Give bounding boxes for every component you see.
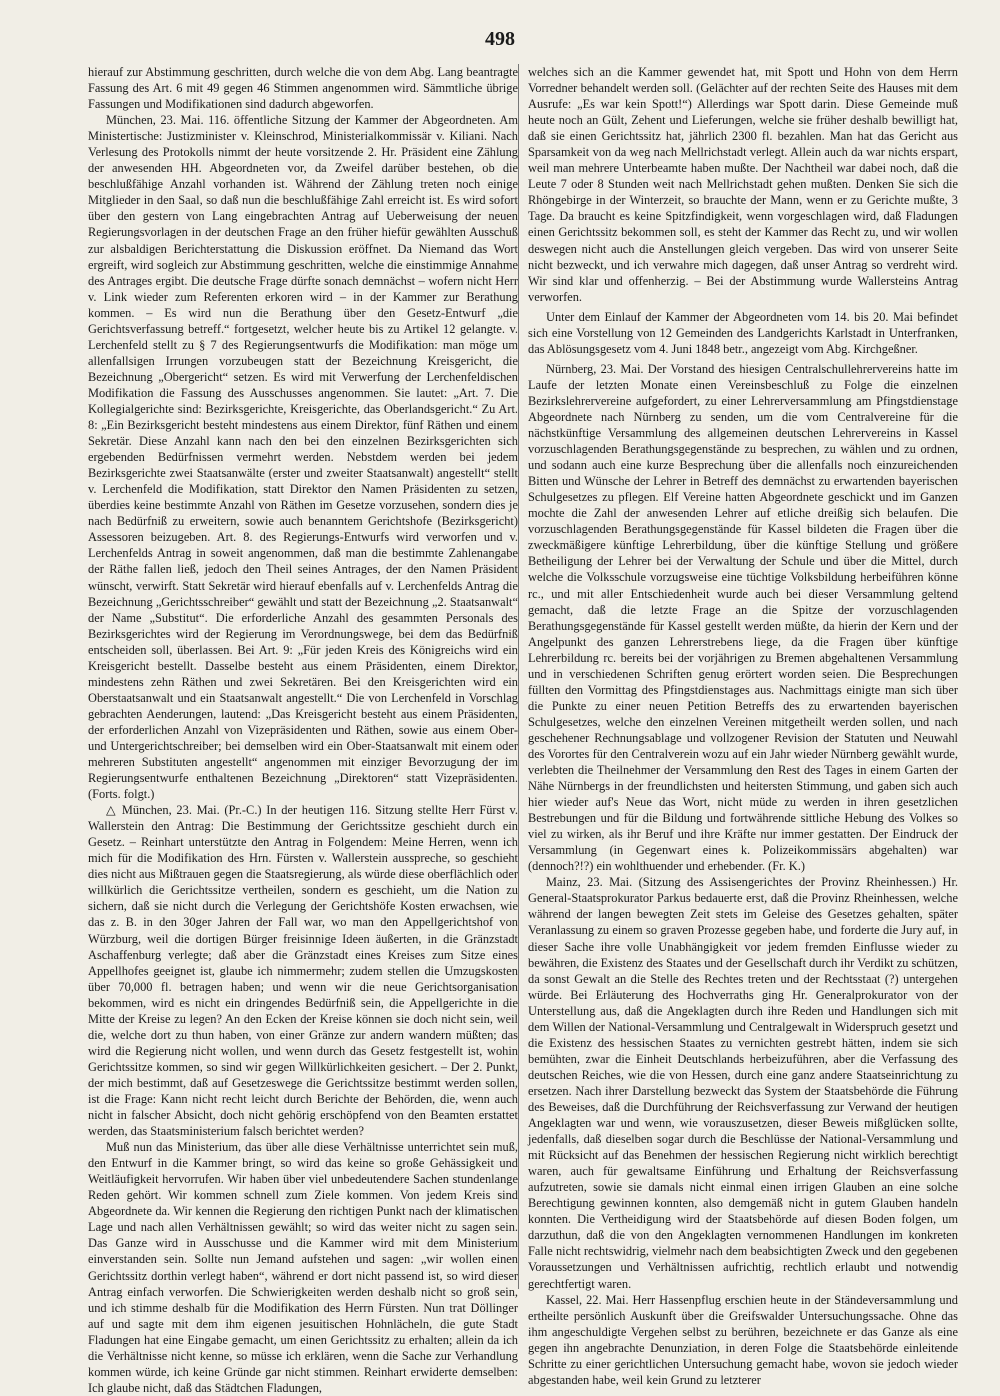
article-paragraph: hierauf zur Abstimmung geschritten, durch welche die von dem Abg. Lang beantragte Fassung des Art. 6 mit 49 gegen 46 Stimmen angenommen wird. Sämmtliche übrige Fassungen und Modifikationen sind dadurch abgeworfen. xyxy=(88,65,518,112)
article-paragraph: Unter dem Einlauf der Kammer der Abgeordneten vom 14. bis 20. Mai befindet sich eine Vorstellung von 12 Gemeinden des Landgerichts Karlstadt in Unterfranken, das Ablösungsgesetz vom 4. Juni 1848 betr., angezeigt vom Abg. Kirchgeßner. xyxy=(528,309,958,356)
article-paragraph: △ München, 23. Mai. (Pr.-C.) In der heutigen 116. Sitzung stellte Herr Fürst v. Wallerstein den Antrag: Die Bestimmung der Gerichtssitze geschieht durch ein Gesetz. – Reinhart unterstützte den Antrag in Folgendem: Meine Herren, wenn ich mich für die Modifikation des Hrn. Fürsten v. Wallerstein ausspreche, so geschieht dies nicht aus Mißtrauen gegen die Staatsregierung, als würde diese oberflächlich oder willkürlich die Gerichtssitze vertheilen, sondern es geschieht, um die Nation zu sichern, daß sie nicht durch die Verlegung der Gerichtshöfe Kosten erwachsen, wie das z. B. in den 30ger Jahren der Fall war, wo man den Appellgerichtshof von Würzburg, weil die dortigen Bürger freisinnige Ideen äußerten, in die Gränzstadt Aschaffenburg verlegte; daß aber die Gränzstadt eines Kreises zum Sitze eines Appellhofes geeignet ist, glaube ich nimmermehr; zudem stellen die Umzugskosten über 70,000 fl. betragen haben; und wenn wir die neue Gerichtsorganisation bekommen, wird es nicht ein dringendes Bedürfniß sein, die Appellgerichte in die Mitte der Kreise zu legen? An den Ecken der Kreise können sie doch nicht sein, weil die, welche dort zu thun haben, von einer Gränze zur andern wandern müßten; das wird die Regierung nicht wollen, und wenn durch das Gesetz festgestellt ist, wohin Gerichtssitze kommen, so sind wir gegen Willkürlichkeiten gesichert. – Der 2. Punkt, der mich bestimmt, daß auf Gesetzeswege die Gerichtssitze bestimmt werden sollen, ist die Frage: Kann nicht recht leicht durch Berichte der Behörden, die, wenn auch nicht in falscher Absicht, doch nicht gehörig erschöpfend von den Beamten erstattet werden, das Staatsministerium falsch berichtet werden? xyxy=(88,803,518,1139)
right-column xyxy=(528,64,958,1387)
article-paragraph: Muß nun das Ministerium, das über alle diese Verhältnisse unterrichtet sein muß, den Entwurf in die Kammer bringt, so wird das keine so große Gehässigkeit und Weitläufigkeit hervorrufen. Wir haben über viel unbedeutendere Sachen stundenlange Reden gehört. Wir kommen schnell zum Ziele kommen. Von jedem Kreis sind Abgeordnete da. Wir kennen die Regierung den richtigen Punkt nach der klimatischen Lage und nach allen Verhältnissen gewählt; so wird das weiter nicht zu sagen sein. Das Ganze wird in Ausschusse und die Kammer wird mit dem Ministerium einverstanden sein. Sollte nun Jemand aufstehen und sagen: „wir wollen einen Gerichtssitz dorthin verlegt haben“, während er dort nicht passend ist, so wird dieser Antrag einfach verworfen. Die Schwierigkeiten werden deshalb nicht so groß sein, und ich stimme deshalb für die Modifikation des Herrn Fürsten. Nun trat Döllinger auf und sagte mit dem ihm eigenen jesuitischen Hohnlächeln, die gute Stadt Fladungen hat eine Eingabe gemacht, um einen Gerichtssitz zu erhalten; allein da ich die Verhältnisse nicht kenne, so müsse ich erklären, wenn die Sache zur Verhandlung kommen würde, ich keine Gründe gar nicht stimmen. Reinhart erwiderte demselben: Ich glaube nicht, daß das Städtchen Fladungen, xyxy=(88,1140,518,1395)
article-paragraph: Mainz, 23. Mai. (Sitzung des Assisengerichtes der Provinz Rheinhessen.) Hr. General-Staatsprokurator Parkus bedauerte erst, daß die Provinz Rheinhessen, welche während der langen bewegten Zeit stets im Geleise des Gesetzes gehalten, später Veranlassung zu einem so graven Prozesse gegeben habe, und forderte die Jury auf, in dieser Sache ihre volle Unabhängigkeit vor jedem fremden Einflusse wieder zu bewähren, die Existenz des Staates und der Gesellschaft durch ihr Verdikt zu schützen, da sonst Gewalt an die Stelle des Rechtes treten und der Rechtsstaat (?) untergehen würde. Bei Erläuterung des Hochverraths ging Hr. Generalprokurator von der Unterstellung aus, daß die Angeklagten durch ihre Reden und Handlungen sich mit dem Willen der National-Versammlung und Centralgewalt in Widerspruch gesetzt und die Existenz des hessischen Staates zu vernichten gestrebt hätten, indem sie sich bemühten, zwar die Einheit Deutschlands herbeizuführen, aber die Verfassung des deutschen Reiches, wie die von Hessen, durch eine ganz andere Staatseinrichtung zu ersetzen. Nach ihrer Darstellung bezweckt das System der Staatsbehörde die Führung des Beweises, daß die Durchführung der Reichsverfassung zur Verwand der heutigen Angeklagten war und wenn, wie vorauszusetzen, dieser Beweis mißglücken sollte, jedenfalls, daß dieselben sogar durch die Beschlüsse der National-Versammlung und mit Rücksicht auf das Benehmen der hessischen Regierung nicht wirklich berechtigt waren, auch für gewaltsame Einführung und Erhaltung der Reichsverfassung aufzutreten, sowie sie damals nicht einmal einen irrigen Glauben an eine solche Berechtigung gewinnen konnten, also demgemäß nicht in gutem Glauben handeln konnten. Die Vertheidigung wird der Staatsbehörde auf diesen Boden folgen, um darzuthun, daß die von den Angeklagten vernommenen Handlungen im konkreten Falle nicht rechtswidrig, vielmehr nach dem beabsichtigten Zweck und den gegebenen Voraussetzungen und Verhältnissen aufrichtig, rechtlich erlaubt und notwendig gerechtfertigt waren. xyxy=(528,875,958,1291)
article-paragraph: welches sich an die Kammer gewendet hat, mit Spott und Hohn von dem Herrn Vorredner behandelt werden soll. (Gelächter auf der rechten Seite des Hauses mit dem Ausrufe: „Es war kein Spott!“) Allerdings war Spott darin. Diese Gemeinde muß heute noch an Gült, Zehent und Lieferungen, welche sie früher deshalb bewilligt hat, daß sie einen Gerichtssitz hat, jährlich 2300 fl. bezahlen. Man hat das Gericht aus Sparsamkeit von da weg nach Mellrichstadt verlegt. Allein auch da war nichts erspart, weil man mehrere Unterbeamte haben mußte. Der Nachtheil war dabei noch, daß die Leute 7 oder 8 Stunden weit nach Mellrichstadt gehen mußten. Denken Sie sich die Rhöngebirge in der Winterzeit, so brauchte der Mann, wenn er zu Gerichte mußte, 3 Tage. Da braucht es keine Spitzfindigkeit, wenn vorgeschlagen wird, daß Fladungen einen Gerichtssitz bekommen soll, es steht der Kammer das Recht zu, und wir wollen deswegen nicht auch die Anstellungen gleich vergeben. Das wird von unserer Seite nicht bezweckt, und ich verwahre mich dagegen, daß unser Antrag so verdreht wird. Wir sind klar und offenherzig. – Bei der Abstimmung wurde Wallersteins Antrag verworfen. xyxy=(528,65,958,304)
article-paragraph: Kassel, 22. Mai. Herr Hassenpflug erschien heute in der Ständeversammlung und ertheilte persönlich Auskunft über die Greifswalder Untersuchungssache. Ohne das ihm angeschuldigte Vergehen selbst zu berühren, bezeichnete er das Ganze als eine gegen ihn angebrachte Denunziation, in deren Folge die Staatsbehörde einleitende Schritte zu einer gerichtlichen Untersuchung gemacht habe, wovon sie jedoch wieder abgestanden habe, weil kein Grund zu letzterer xyxy=(528,1292,958,1387)
page-number: 498 xyxy=(485,28,515,50)
column-divider xyxy=(518,64,519,1289)
article-paragraph: München, 23. Mai. 116. öffentliche Sitzung der Kammer der Abgeordneten. Am Ministertische: Justizminister v. Kleinschrod, Ministerialkommissär v. Kiliani. Nach Verlesung des Protokolls nimmt der heute vorsitzende 2. Hr. Präsident eine Zählung der anwesenden HH. Abgeordneten vor, da Zweifel darüber bestehen, ob die beschlußfähige Anzahl vorhanden ist. Während der Zählung treten noch einige Mitglieder in den Saal, so daß nun die beschlußfähige Zahl erreicht ist. Es wird sofort über den gestern von Lang eingebrachten Antrag auf Ueberweisung der neuen Regierungsvorlagen in der deutschen Frage an den früher hiefür gewählten Ausschuß zur alsbaldigen Berichterstattung die Diskussion eröffnet. Da Niemand das Wort ergreift, wird sogleich zur Abstimmung geschritten, welche die einstimmige Annahme des Antrages ergibt. Die deutsche Frage dürfte sonach demnächst – wofern nicht Herr v. Link wieder zum Referenten erkoren wird – in der Kammer zur Berathung kommen. – Es wird nun die Berathung über den Gesetz-Entwurf „die Gerichtsverfassung betreff.“ fortgesetzt, welcher heute bis zu Artikel 12 gelangte. v. Lerchenfeld stellt zu § 7 des Regierungsentwurfs die Modifikation: man möge um allenfallsigen Irrungen vorzubeugen statt der Bezeichnung Kreisgericht, die Bezeichnung „Obergericht“ setzen. Es wird mit Verwerfung der Lerchenfeldischen Modifikation die Fassung des Ausschusses angenommen. Sie lautet: „Art. 7. Die Kollegialgerichte sind: Bezirksgerichte, Kreisgerichte, das Oberlandsgericht.“ Zu Art. 8: „Ein Bezirksgericht besteht mindestens aus einem Direktor, fünf Räthen und einem Sekretär. Diese Anzahl kann nach den bei den einzelnen Bezirksgerichten sich ergebenden Bedürfnissen vermehrt werden. Nebstdem werden bei jedem Bezirksgerichte zwei Staatsanwälte (erster und zweiter Staatsanwalt) angestellt“ stellt v. Lerchenfeld die Modifikation, statt Direktor den Namen Präsidenten zu setzen, überdies keine bestimmte Anzahl von Räthen im Gesetze vorzusehen, sondern dies je nach Bedürfniß zu erweitern, sowie auch benanntem Gerichtshofe (Bezirksgericht) Assessoren beizugeben. Art. 8. des Regierungs-Entwurfs wird verworfen und v. Lerchenfelds Antrag in soweit angenommen, daß man die bestimmte Zahlenangabe der Räthe fallen ließ, jedoch den Theil seines Antrages, der den Namen Präsident wünscht, verwirft. Statt Sekretär wird hierauf ebenfalls auf v. Lerchenfelds Antrag die Bezeichnung „Gerichtsschreiber“ gewählt und statt der Bezeichnung „2. Staatsanwalt“ der Name „Substitut“. Die erforderliche Anzahl des gesammten Personals des Bezirksgerichtes wird der Regierung im Verordnungswege, bei dem das Bedürfniß entscheiden soll, überlassen. Bei Art. 9: „Für jeden Kreis des Königreichs wird ein Kreisgericht bestellt. Dasselbe besteht aus einem Präsidenten, einem Direktor, mindestens zehn Räthen und zwei Sekretären. Bei den Kreisgerichten wird ein Oberstaatsanwalt und ein Staatsanwalt angestellt.“ Die von Lerchenfeld in Vorschlag gebrachten Aenderungen, lautend: „Das Kreisgericht besteht aus einem Präsidenten, der erforderlichen Anzahl von Vizepräsidenten und Räthen, sowie aus einem Ober- und Untergerichtschreiber; bei demselben wird ein Ober-Staatsanwalt mit einem oder mehreren Substituten angestellt“ angenommen mit einziger Bevorzugung der im Regierungsentwurfe enthaltenen Bezeichnung „Direktoren“ statt Vizepräsidenten. (Forts. folgt.) xyxy=(88,113,518,802)
left-column xyxy=(88,64,518,1395)
article-paragraph: Nürnberg, 23. Mai. Der Vorstand des hiesigen Centralschullehrervereins hatte im Laufe der letzten Monate einen Vereinsbeschluß zu Folge die einzelnen Bezirkslehrervereine aufgefordert, zu einer Lehrerversammlung am Pfingstdienstage Abgeordnete nach Nürnberg zu senden, um die vom Centralvereine für die nächstkünftige Versammlung des allgemeinen deutschen Lehrervereins in Kassel vorzuschlagenden Berathungsgegenstände zu besprechen, zu wählen und zu ordnen, und sodann auch eine kurze Besprechung über die allenfalls noch einzureichenden Bitten und Wünsche der Lehrer in Betreff des demnächst zu erwartenden bayerischen Schulgesetzes zu pflegen. Elf Vereine hatten Abgeordnete geschickt und im Ganzen mochte die Zahl der anwesenden Lehrer auf etliche dreißig sich belaufen. Die vorzuschlagenden Berathungsgegenstände für Kassel bildeten die Fragen über die zweckmäßigere künftige Lehrerbildung, über die künftige Stellung und größere Betheiligung der Lehrer bei der Verwaltung der Schule und über die Mittel, durch welche die Volksschule vorzugsweise eine tüchtige Volksbildung herbeiführen könne rc., und mit aller Entschiedenheit wurde auch bei dieser Versammlung geltend gemacht, daß die letzte Frage an die Spitze der vorzuschlagenden Berathungsgegenstände für Kassel gestellt werden müßte, da hierin der Kern und der Angelpunkt des ganzen Lehrerstrebens liege, da die Fragen über künftige Lehrerbildung rc. bereits bei der vorjährigen zu Bremen abgehaltenen Versammlung und in verschiedenen Schriften genug erörtert worden seien. Die Besprechungen füllten den Vormittag des Pfingstdienstages aus. Nachmittags einigte man sich über die Punkte zu einer neuen Petition Betreffs des zu erwartenden bayerischen Schulgesetzes, welche den einzelnen Vereinen mitgetheilt werden sollen, und nach geschehener Rechnungsablage und vollzogener Revision der Statuten und Neuwahl des Vorortes für den Centralverein wozu auf ein Jahr wieder Nürnberg gewählt wurde, verlebten die Theilnehmer der Versammlung den Rest des Tages in einem Garten der Nähe Nürnbergs in der freundlichsten und heitersten Stimmung, und gaben sich auch hier wieder auf's Neue das Wort, nicht müde zu werden in ihren gesetzlichen Bestrebungen und für die Bildung und fortwährende sittliche Hebung des Volkes so viel zu wirken, als ihr Beruf und ihre Kräfte nur immer gestatten. Der Eindruck der Versammlung (in Gegenwart eines k. Polizeikommissärs abgehalten) war (dennoch?!?) ein wohlthuender und erhebender. (Fr. K.) xyxy=(528,361,958,874)
